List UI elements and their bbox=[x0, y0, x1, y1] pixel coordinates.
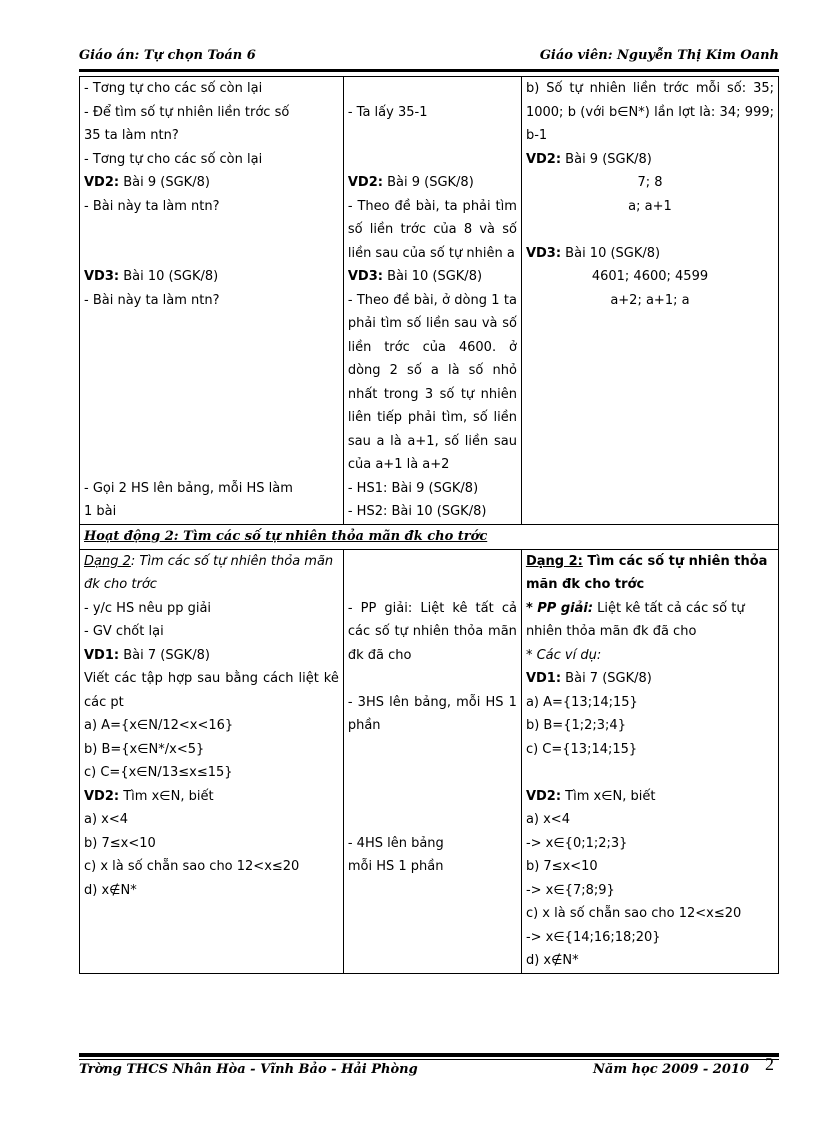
text-line: - Bài này ta làm ntn? bbox=[84, 198, 220, 214]
content-cell bbox=[521, 549, 778, 973]
text-line: b) B={1;2;3;4} bbox=[525, 718, 626, 733]
vd-text: Tìm x∈N, biết bbox=[561, 788, 656, 804]
answer-line: a; a+1 bbox=[628, 198, 672, 214]
teacher-activity-cell bbox=[80, 77, 344, 525]
table-row bbox=[80, 524, 779, 549]
student-activity-cell bbox=[343, 549, 521, 973]
text-line: - GV chốt lại bbox=[84, 624, 164, 639]
text-line: b) 7≤x<10 bbox=[525, 859, 598, 874]
vd-text: Bài 7 (SGK/8) bbox=[119, 647, 210, 663]
vd-label: VD2: bbox=[84, 788, 120, 804]
vd2-heading bbox=[526, 148, 774, 172]
text-line: c) C={13;14;15} bbox=[525, 741, 638, 757]
text-line: - 4HS lên bảng bbox=[347, 835, 444, 851]
dang-heading bbox=[526, 550, 774, 597]
examples-label: * Các ví dụ: bbox=[525, 647, 602, 663]
text-line: d) x∉N* bbox=[84, 882, 137, 898]
vd-label: VD3: bbox=[347, 269, 383, 284]
text-paragraph: - Theo đề bài, ta phải tìm số liền trớc của 8 và số liền sau của số tự nhiên a bbox=[347, 198, 517, 261]
lesson-table bbox=[79, 76, 779, 974]
vd3-heading bbox=[348, 265, 517, 289]
vd2-heading bbox=[348, 171, 517, 195]
vd-label: VD3: bbox=[525, 245, 562, 261]
vd-text: Bài 10 (SGK/8) bbox=[382, 269, 483, 284]
text-line: - Để tìm số tự nhiên liền trớc số bbox=[84, 104, 290, 120]
page-number: 2 bbox=[765, 1054, 774, 1074]
text-line: - Tơng tự cho các số còn lại bbox=[84, 81, 263, 96]
vd-text: Bài 9 (SGK/8) bbox=[561, 151, 652, 167]
text-line: mỗi HS 1 phần bbox=[347, 859, 444, 874]
activity-heading-cell bbox=[80, 524, 779, 549]
dang-label: Dạng 2: bbox=[525, 553, 583, 569]
answer-line: 7; 8 bbox=[637, 175, 663, 190]
text-line: - Gọi 2 HS lên bảng, mỗi HS làm bbox=[84, 480, 293, 496]
text-line: a) x<4 bbox=[525, 812, 570, 827]
dang-heading bbox=[84, 550, 339, 597]
header-left: Giáo án: Tự chọn Toán 6 bbox=[79, 48, 256, 63]
text-paragraph: Viết các tập hợp sau bằng cách liệt kê các pt bbox=[84, 671, 339, 710]
answer-line: a+2; a+1; a bbox=[610, 292, 690, 308]
text-line: a) A={13;14;15} bbox=[525, 694, 638, 710]
vd-text: Bài 9 (SGK/8) bbox=[119, 175, 210, 190]
header-rule bbox=[79, 69, 779, 72]
text-line: - HS1: Bài 9 (SGK/8) bbox=[347, 480, 479, 496]
text-paragraph: b) Số tự nhiên liền trớc mỗi số: 35; 1000; b (với b∈N*) lần lợt là: 34; 999; b-1 bbox=[525, 81, 774, 143]
table-row bbox=[80, 549, 779, 973]
vd1-heading bbox=[526, 667, 774, 691]
text-line: 35 ta làm ntn? bbox=[84, 128, 179, 143]
vd-text: Tìm x∈N, biết bbox=[119, 788, 214, 804]
text-line: - HS2: Bài 10 (SGK/8) bbox=[347, 504, 487, 519]
text-line: -> x∈{0;1;2;3} bbox=[525, 835, 628, 851]
student-activity-cell bbox=[343, 77, 521, 525]
answer-line: 4601; 4600; 4599 bbox=[591, 269, 709, 284]
vd-text: Bài 10 (SGK/8) bbox=[119, 269, 219, 284]
vd-label: VD1: bbox=[525, 671, 562, 686]
dang-label: Dạng 2 bbox=[84, 553, 131, 569]
pp-label: * PP giải: bbox=[525, 600, 594, 616]
vd-text: Bài 7 (SGK/8) bbox=[561, 671, 652, 686]
text-line: - Tơng tự cho các số còn lại bbox=[84, 151, 263, 167]
vd-label: VD2: bbox=[347, 175, 383, 190]
dang-text: : Tìm các số tự nhiên thỏa mãn đk cho trớc bbox=[84, 553, 334, 592]
vd1-heading bbox=[84, 644, 339, 668]
text-line: b) 7≤x<10 bbox=[84, 835, 156, 851]
footer-left: Trờng THCS Nhân Hòa - Vĩnh Bảo - Hải Phòng bbox=[79, 1062, 418, 1077]
vd-label: VD2: bbox=[84, 175, 120, 190]
footer-rule-thick bbox=[79, 1053, 779, 1057]
text-line: - Ta lấy 35-1 bbox=[347, 104, 428, 120]
pp-paragraph bbox=[526, 597, 774, 644]
header-right: Giáo viên: Nguyễn Thị Kim Oanh bbox=[539, 48, 779, 63]
table-row bbox=[80, 77, 779, 525]
vd-text: Bài 9 (SGK/8) bbox=[382, 175, 474, 190]
text-line: b) B={x∈N*/x<5} bbox=[84, 741, 205, 757]
page-header bbox=[79, 48, 779, 68]
text-line: c) C={x∈N/13≤x≤15} bbox=[84, 765, 233, 780]
vd-text: Bài 10 (SGK/8) bbox=[561, 245, 661, 261]
vd-label: VD1: bbox=[84, 647, 120, 663]
text-line: -> x∈{14;16;18;20} bbox=[525, 929, 661, 945]
text-line: 1 bài bbox=[84, 504, 117, 519]
footer-rule-thin bbox=[79, 1059, 779, 1060]
vd-label: VD3: bbox=[84, 269, 120, 284]
pp-text: Liệt kê tất cả các số tự nhiên thỏa mãn đk đã cho bbox=[525, 600, 745, 639]
text-line: c) x là số chẵn sao cho 12<x≤20 bbox=[84, 859, 300, 874]
text-line: a) x<4 bbox=[84, 812, 129, 827]
vd-label: VD2: bbox=[525, 151, 562, 167]
vd2-heading bbox=[84, 785, 339, 809]
text-line: - Bài này ta làm ntn? bbox=[84, 292, 220, 308]
text-line: d) x∉N* bbox=[525, 953, 579, 968]
vd2-heading bbox=[526, 785, 774, 809]
content-cell bbox=[521, 77, 778, 525]
footer-right: Năm học 2009 - 2010 bbox=[593, 1062, 749, 1077]
vd2-heading bbox=[84, 171, 339, 195]
dang-text: Tìm các số tự nhiên thỏa mãn đk cho trớc bbox=[525, 553, 768, 592]
text-paragraph: - 3HS lên bảng, mỗi HS 1 phần bbox=[347, 694, 517, 733]
teacher-activity-cell bbox=[80, 549, 344, 973]
text-paragraph: - PP giải: Liệt kê tất cả các số tự nhiên thỏa mãn đk đã cho bbox=[347, 600, 517, 663]
text-line: c) x là số chẵn sao cho 12<x≤20 bbox=[525, 906, 742, 921]
text-paragraph: - Theo đề bài, ở dòng 1 ta phải tìm số liền sau và số liền trớc của 4600. ở dòng 2 số a là số nhỏ nhất trong 3 số tự nhiên liên tiếp phải tìm, số liền sau a là a+1, số liền sau của a+1 là a+2 bbox=[347, 292, 517, 472]
vd3-heading bbox=[84, 265, 339, 289]
text-line: - y/c HS nêu pp giải bbox=[84, 600, 212, 616]
text-line: -> x∈{7;8;9} bbox=[525, 882, 615, 898]
vd3-heading bbox=[526, 242, 774, 266]
page-footer bbox=[79, 1062, 779, 1082]
vd-label: VD2: bbox=[525, 788, 562, 804]
text-line: a) A={x∈N/12<x<16} bbox=[84, 718, 234, 733]
activity-heading: Hoạt động 2: Tìm các số tự nhiên thỏa mãn đk cho trớc bbox=[84, 528, 488, 544]
